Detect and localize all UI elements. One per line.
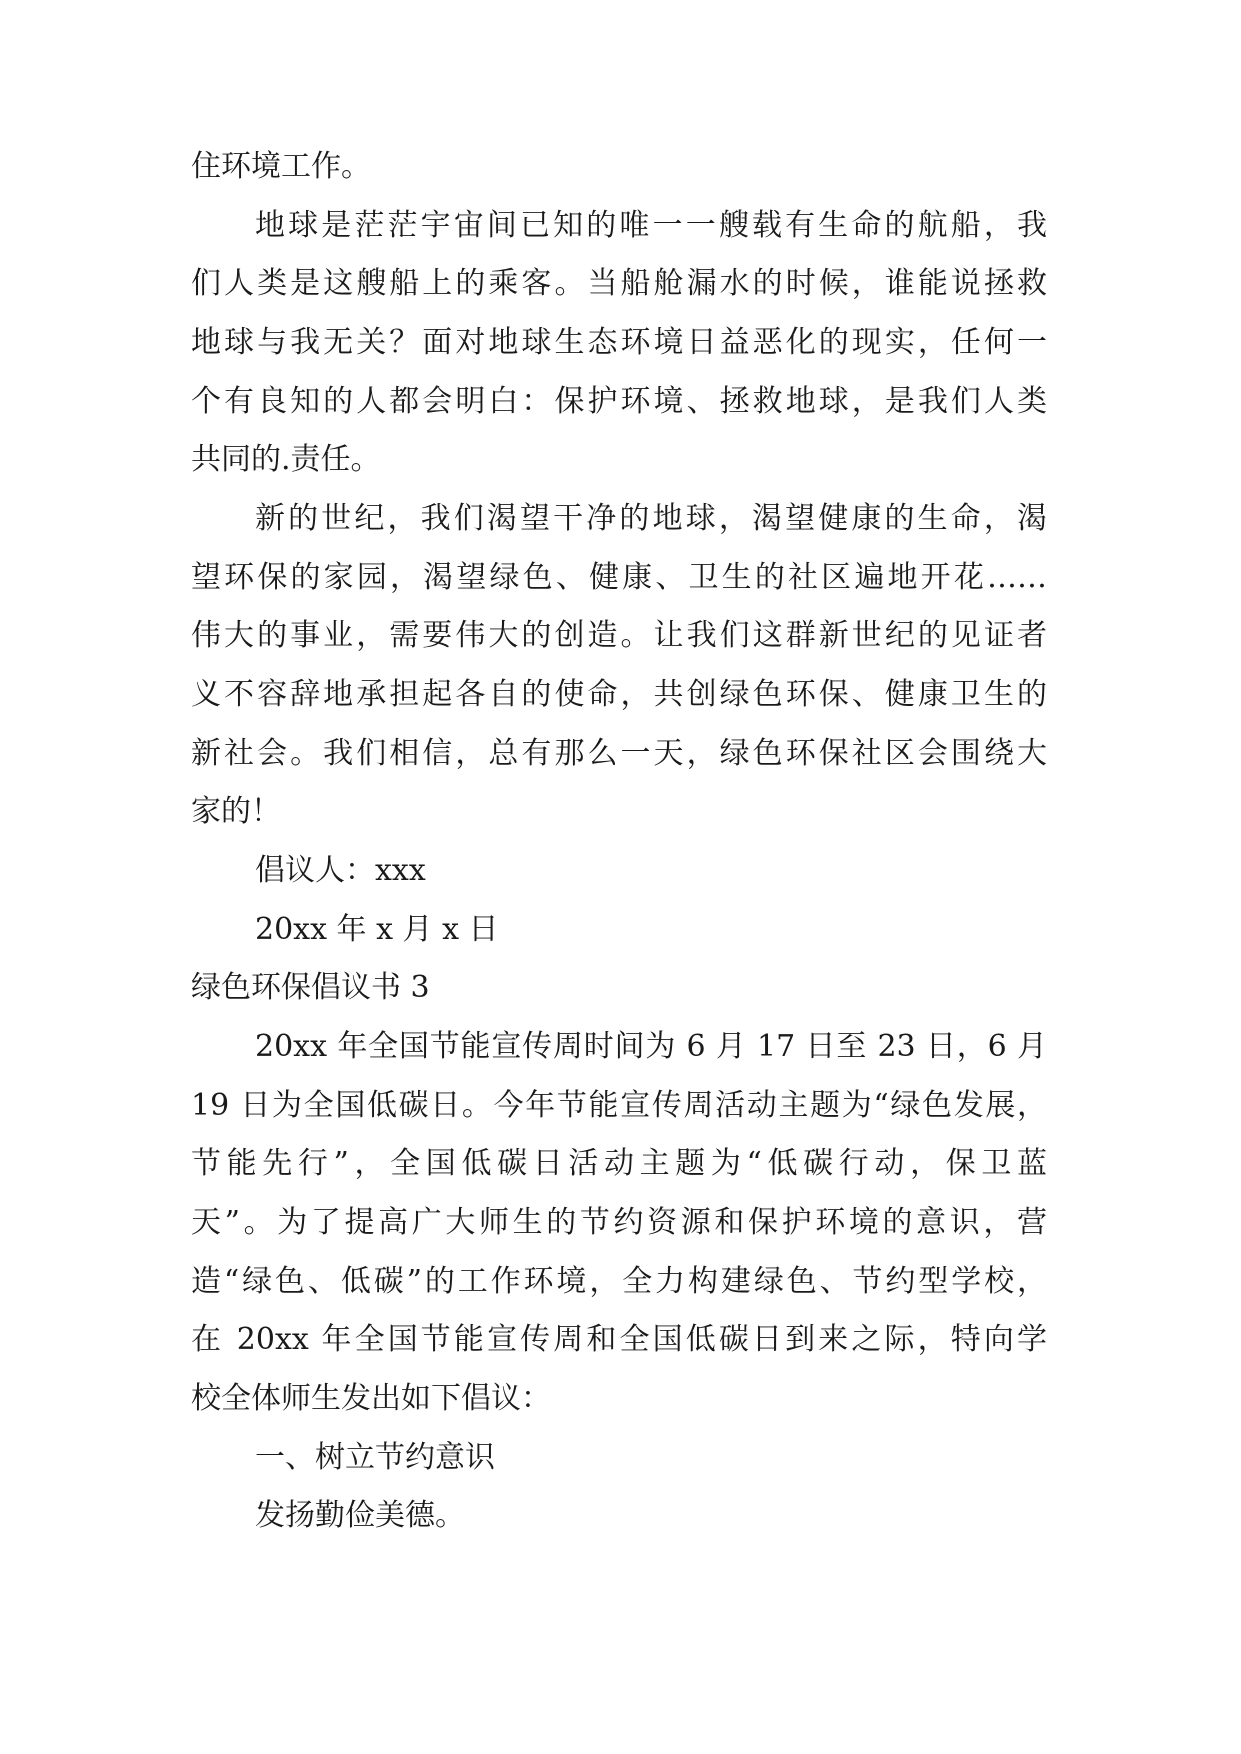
text-line: 住环境工作。 — [191, 149, 371, 184]
text-line: 望环保的家园，渴望绿色、健康、卫生的社区遍地开花…… — [191, 560, 1047, 595]
text-line: 地球与我无关？面对地球生态环境日益恶化的现实，任何一 — [191, 325, 1047, 360]
text-line: 发扬勤俭美德。 — [255, 1498, 465, 1533]
proposer-line: 倡议人：xxx — [255, 853, 426, 888]
text-line: 在 20xx 年全国节能宣传周和全国低碳日到来之际，特向学 — [191, 1322, 1047, 1357]
text-line: 家的！ — [191, 794, 281, 829]
text-line: 新的世纪，我们渴望干净的地球，渴望健康的生命，渴 — [255, 501, 1047, 536]
text-line: 义不容辞地承担起各自的使命，共创绿色环保、健康卫生的 — [191, 677, 1047, 712]
text-line: 个有良知的人都会明白：保护环境、拯救地球，是我们人类 — [191, 384, 1047, 419]
text-line: 天”。为了提高广大师生的节约资源和保护环境的意识，营 — [191, 1205, 1047, 1240]
date-line: 20xx 年 x 月 x 日 — [255, 912, 499, 947]
text-line: 节能先行”，全国低碳日活动主题为“低碳行动，保卫蓝 — [191, 1146, 1047, 1181]
text-line: 20xx 年全国节能宣传周时间为 6 月 17 日至 23 日，6 月 — [255, 1029, 1047, 1064]
text-line: 们人类是这艘船上的乘客。当船舱漏水的时候，谁能说拯救 — [191, 266, 1047, 301]
text-line: 校全体师生发出如下倡议： — [191, 1381, 551, 1416]
subheading: 一、树立节约意识 — [255, 1440, 495, 1475]
section-title: 绿色环保倡议书 3 — [191, 970, 430, 1005]
text-line: 伟大的事业，需要伟大的创造。让我们这群新世纪的见证者 — [191, 618, 1047, 653]
text-line: 地球是茫茫宇宙间已知的唯一一艘载有生命的航船，我 — [255, 208, 1047, 243]
text-line: 共同的.责任。 — [191, 442, 381, 477]
text-line: 造“绿色、低碳”的工作环境，全力构建绿色、节约型学校， — [191, 1264, 1047, 1299]
text-line: 新社会。我们相信，总有那么一天，绿色环保社区会围绕大 — [191, 736, 1047, 771]
text-line: 19 日为全国低碳日。今年节能宣传周活动主题为“绿色发展， — [191, 1088, 1047, 1123]
